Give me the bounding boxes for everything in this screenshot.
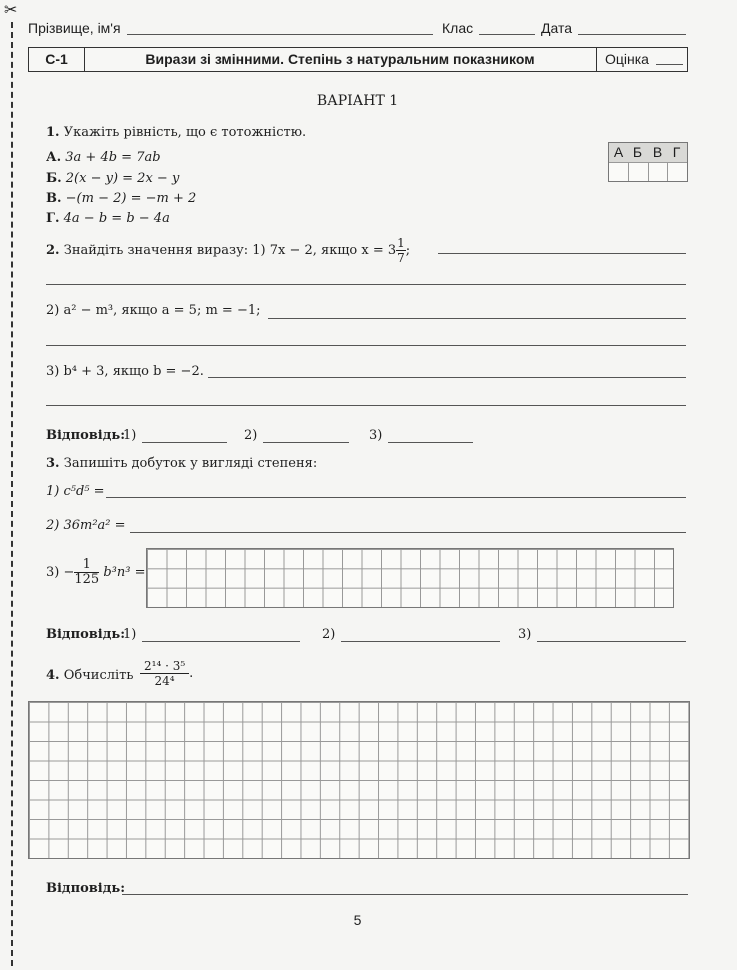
task4-answer-field[interactable] <box>122 894 688 895</box>
answer-letter-b: Б <box>632 144 643 160</box>
task2-3-work-line[interactable] <box>46 405 686 406</box>
task2-answer-1-label: 1) <box>123 428 137 443</box>
answer-letter-d: Г <box>672 144 681 160</box>
task2-3-answer-line[interactable] <box>208 377 686 378</box>
task2-part2: 2) a² − m³, якщо a = 5; m = −1; <box>46 303 261 318</box>
class-field[interactable] <box>479 34 535 35</box>
task2-answer-3-field[interactable] <box>388 442 473 443</box>
task3-part2: 2) 36m²a² = <box>46 518 126 533</box>
task3-answer-3-field[interactable] <box>537 641 686 642</box>
task3-answer-2-label: 2) <box>322 627 336 642</box>
task2-answer-label: Відповідь: <box>46 428 126 443</box>
task3-question: 3. Запишіть добуток у вигляді степеня: <box>46 456 318 471</box>
task3-answer-label: Відповідь: <box>46 627 126 642</box>
answer-cell-c[interactable] <box>648 162 667 181</box>
task3-answer-2-field[interactable] <box>341 641 500 642</box>
name-field[interactable] <box>127 34 433 35</box>
page-number: 5 <box>353 912 362 928</box>
task2-part3: 3) b⁴ + 3, якщо b = −2. <box>46 364 204 379</box>
task4-grid[interactable] <box>28 701 690 859</box>
answer-cell-d[interactable] <box>667 162 687 181</box>
task2-1-answer-line[interactable] <box>438 253 686 254</box>
task2-answer-3-label: 3) <box>369 428 383 443</box>
task3-answer-1-field[interactable] <box>142 641 300 642</box>
answer-cell-a[interactable] <box>609 162 628 181</box>
answer-grid-abcd <box>608 142 688 182</box>
task2-2-work-line[interactable] <box>46 345 686 346</box>
task2-answer-2-field[interactable] <box>263 442 349 443</box>
title-box <box>28 47 688 72</box>
task3-answer-3-label: 3) <box>518 627 532 642</box>
task3-2-answer-line[interactable] <box>130 532 686 533</box>
task2-1-work-line[interactable] <box>46 284 686 285</box>
task1-option-b: Б. 2(x − y) = 2x − y <box>46 171 180 186</box>
task1-question: 1. Укажіть рівність, що є тотожністю. <box>46 125 307 140</box>
variant-title: ВАРІАНТ 1 <box>316 93 399 109</box>
task4-answer-label: Відповідь: <box>46 881 126 896</box>
task2-2-answer-line[interactable] <box>268 318 686 319</box>
task1-option-d: Г. 4a − b = b − 4a <box>46 211 170 226</box>
date-label: Дата <box>541 20 573 36</box>
answer-letter-a: А <box>613 144 624 160</box>
task2-question: 2. Знайдіть значення виразу: 1) 7x − 2, якщо x = 3 $\frac{1}{7}$ ; <box>46 236 411 265</box>
task2-answer-2-label: 2) <box>244 428 258 443</box>
task1-option-a: А. 3a + 4b = 7ab <box>46 150 161 165</box>
grade-label: Оцінка <box>605 51 649 67</box>
task3-1-answer-line[interactable] <box>106 497 686 498</box>
task3-answer-1-label: 1) <box>123 627 137 642</box>
grade-field[interactable] <box>656 64 683 65</box>
task1-option-c: В. −(m − 2) = −m + 2 <box>46 191 197 206</box>
work-code: С-1 <box>45 51 68 67</box>
cut-line <box>11 22 13 966</box>
task4-question: 4. Обчисліть <box>46 668 134 683</box>
task4-fraction: $\frac{\text{2¹⁴ · 3⁵}}{\text{24⁴}}$ . <box>140 659 193 688</box>
scissors-icon: ✂ <box>4 0 18 19</box>
answer-letter-c: В <box>652 144 663 160</box>
topic-title: Вирази зі змінними. Степінь з натуральним показником <box>145 51 535 67</box>
task3-3-grid[interactable] <box>146 548 674 608</box>
task3-part1: 1) c⁵d⁵ = <box>46 484 105 499</box>
task3-part3: 3) − $\frac{1}{125}$ b³n³ = <box>46 557 146 587</box>
date-field[interactable] <box>578 34 686 35</box>
task2-answer-1-field[interactable] <box>142 442 227 443</box>
class-label: Клас <box>442 20 474 36</box>
name-label: Прізвище, ім'я <box>28 20 121 36</box>
answer-cell-b[interactable] <box>628 162 648 181</box>
